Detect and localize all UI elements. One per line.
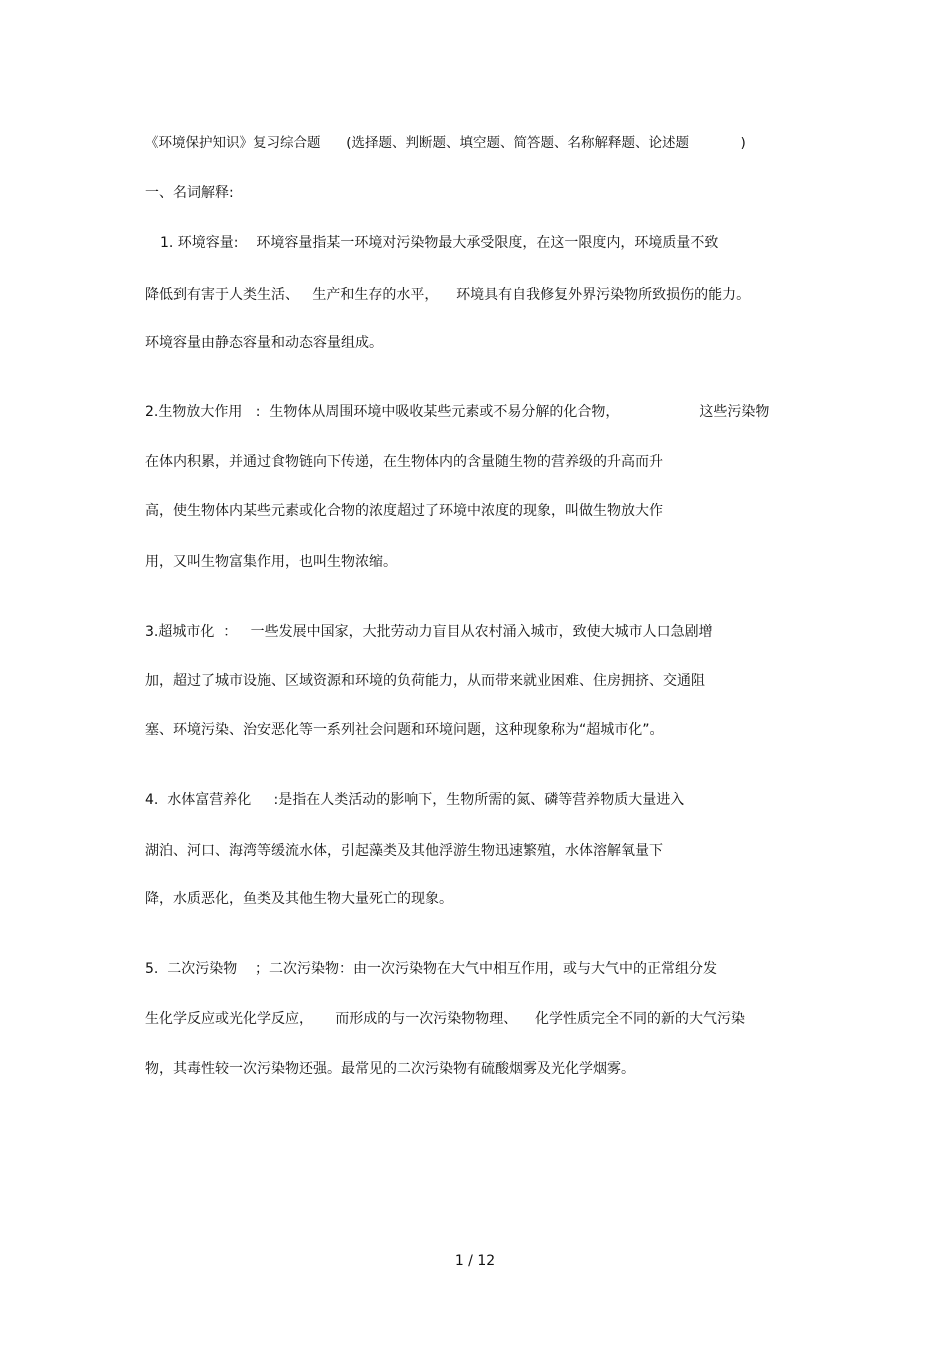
section-heading: 一、名词解释: (145, 185, 234, 201)
paragraph-line: 3.超城市化 ： 一些发展中国家，大批劳动力盲目从农村涌入城市，致使大城市人口急剧增 (145, 624, 713, 640)
paragraph-line: 在体内积累，并通过食物链向下传递，在生物体内的含量随生物的营养级的升高而升 (145, 454, 663, 470)
paragraph-line: 高，使生物体内某些元素或化合物的浓度超过了环境中浓度的现象，叫做生物放大作 (145, 503, 663, 519)
paragraph-line: 塞、环境污染、治安恶化等一系列社会问题和环境问题，这种现象称为“超城市化”。 (145, 722, 664, 738)
document-title: 《环境保护知识》复习综合题 (选择题、判断题、填空题、简答题、名称解释题、论述题 ) (145, 135, 746, 151)
paragraph-line: 用，又叫生物富集作用，也叫生物浓缩。 (145, 554, 397, 570)
paragraph-line: 降，水质恶化，鱼类及其他生物大量死亡的现象。 (145, 891, 453, 907)
paragraph-line: 5. 二次污染物 ；二次污染物：由一次污染物在大气中相互作用，或与大气中的正常组分发 (145, 961, 718, 977)
paragraph-line: 环境容量由静态容量和动态容量组成。 (145, 335, 383, 351)
paragraph-line: 4. 水体富营养化 :是指在人类活动的影响下，生物所需的氮、磷等营养物质大量进入 (145, 792, 685, 808)
paragraph-line: 2.生物放大作用 : 生物体从周围环境中吸收某些元素或不易分解的化合物， 这些污染物 (145, 404, 770, 420)
paragraph-line: 生化学反应或光化学反应， 而形成的与一次污染物物理、 化学性质完全不同的新的大气污染 (145, 1011, 746, 1027)
paragraph-line: 加，超过了城市设施、区域资源和环境的负荷能力，从而带来就业困难、住房拥挤、交通阻 (145, 673, 705, 689)
page-number: 1 / 12 (454, 1253, 496, 1269)
paragraph-line: 1. 环境容量: 环境容量指某一环境对污染物最大承受限度，在这一限度内，环境质量不致 (160, 235, 719, 251)
paragraph-line: 物，其毒性较一次污染物还强。最常见的二次污染物有硫酸烟雾及光化学烟雾。 (145, 1061, 635, 1077)
paragraph-line: 降低到有害于人类生活、 生产和生存的水平， 环境具有自我修复外界污染物所致损伤的能力。 (145, 287, 751, 303)
paragraph-line: 湖泊、河口、海湾等缓流水体，引起藻类及其他浮游生物迅速繁殖，水体溶解氧量下 (145, 843, 663, 859)
